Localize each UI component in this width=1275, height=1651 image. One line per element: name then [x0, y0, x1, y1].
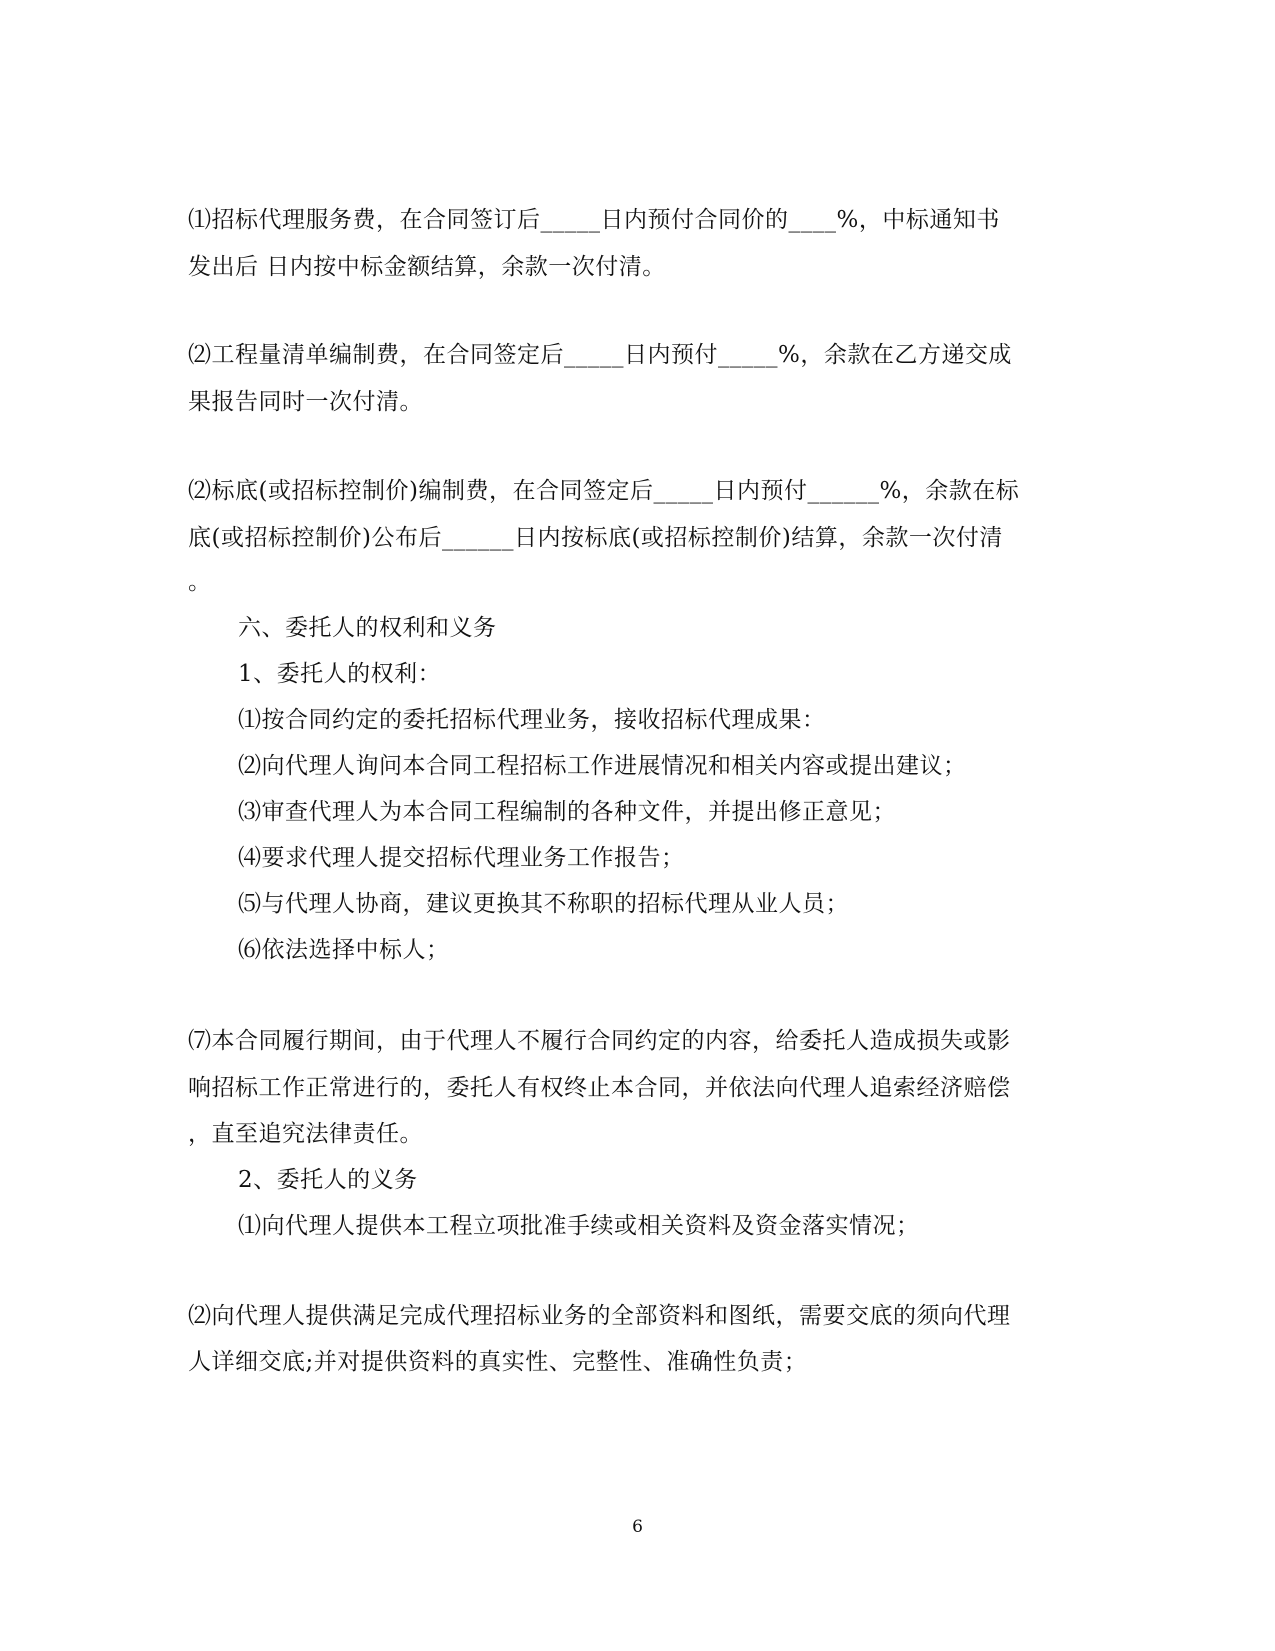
paragraph-line: ⑵向代理人提供满足完成代理招标业务的全部资料和图纸，需要交底的须向代理: [188, 1303, 1011, 1329]
subsection-heading: 2、委托人的义务: [238, 1167, 418, 1193]
paragraph-line: 果报告同时一次付清。: [188, 389, 423, 415]
section-heading: 六、委托人的权利和义务: [238, 615, 497, 641]
paragraph-line: 底(或招标控制价)公布后______日内按标底(或招标控制价)结算，余款一次付清: [188, 525, 1003, 551]
paragraph-line: ⑴招标代理服务费，在合同签订后_____日内预付合同价的____%，中标通知书: [188, 207, 1000, 233]
subsection-heading: 1、委托人的权利：: [238, 661, 442, 687]
list-item: ⑸与代理人协商，建议更换其不称职的招标代理从业人员；: [238, 891, 849, 917]
paragraph-line: 发出后 日内按中标金额结算，余款一次付清。: [188, 254, 666, 280]
paragraph-line: 响招标工作正常进行的，委托人有权终止本合同，并依法向代理人追索经济赔偿: [188, 1075, 1011, 1101]
paragraph-line: ，直至追究法律责任。: [188, 1121, 423, 1147]
list-item: ⑷要求代理人提交招标代理业务工作报告；: [238, 845, 685, 871]
paragraph-line: ⑺本合同履行期间，由于代理人不履行合同约定的内容，给委托人造成损失或影: [188, 1028, 1011, 1054]
list-item: ⑶审查代理人为本合同工程编制的各种文件，并提出修正意见；: [238, 799, 896, 825]
page-number: 6: [632, 1517, 643, 1537]
paragraph-line: 。: [188, 569, 212, 595]
list-item: ⑴按合同约定的委托招标代理业务，接收招标代理成果：: [238, 707, 826, 733]
paragraph-line: ⑵标底(或招标控制价)编制费，在合同签定后_____日内预付______%，余款在标: [188, 478, 1020, 504]
list-item: ⑵向代理人询问本合同工程招标工作进展情况和相关内容或提出建议；: [238, 753, 967, 779]
list-item: ⑹依法选择中标人；: [238, 937, 450, 963]
paragraph-line: 人详细交底;并对提供资料的真实性、完整性、准确性负责；: [188, 1349, 808, 1375]
paragraph-line: ⑵工程量清单编制费，在合同签定后_____日内预付_____%，余款在乙方递交成: [188, 342, 1012, 368]
list-item: ⑴向代理人提供本工程立项批准手续或相关资料及资金落实情况；: [238, 1213, 920, 1239]
